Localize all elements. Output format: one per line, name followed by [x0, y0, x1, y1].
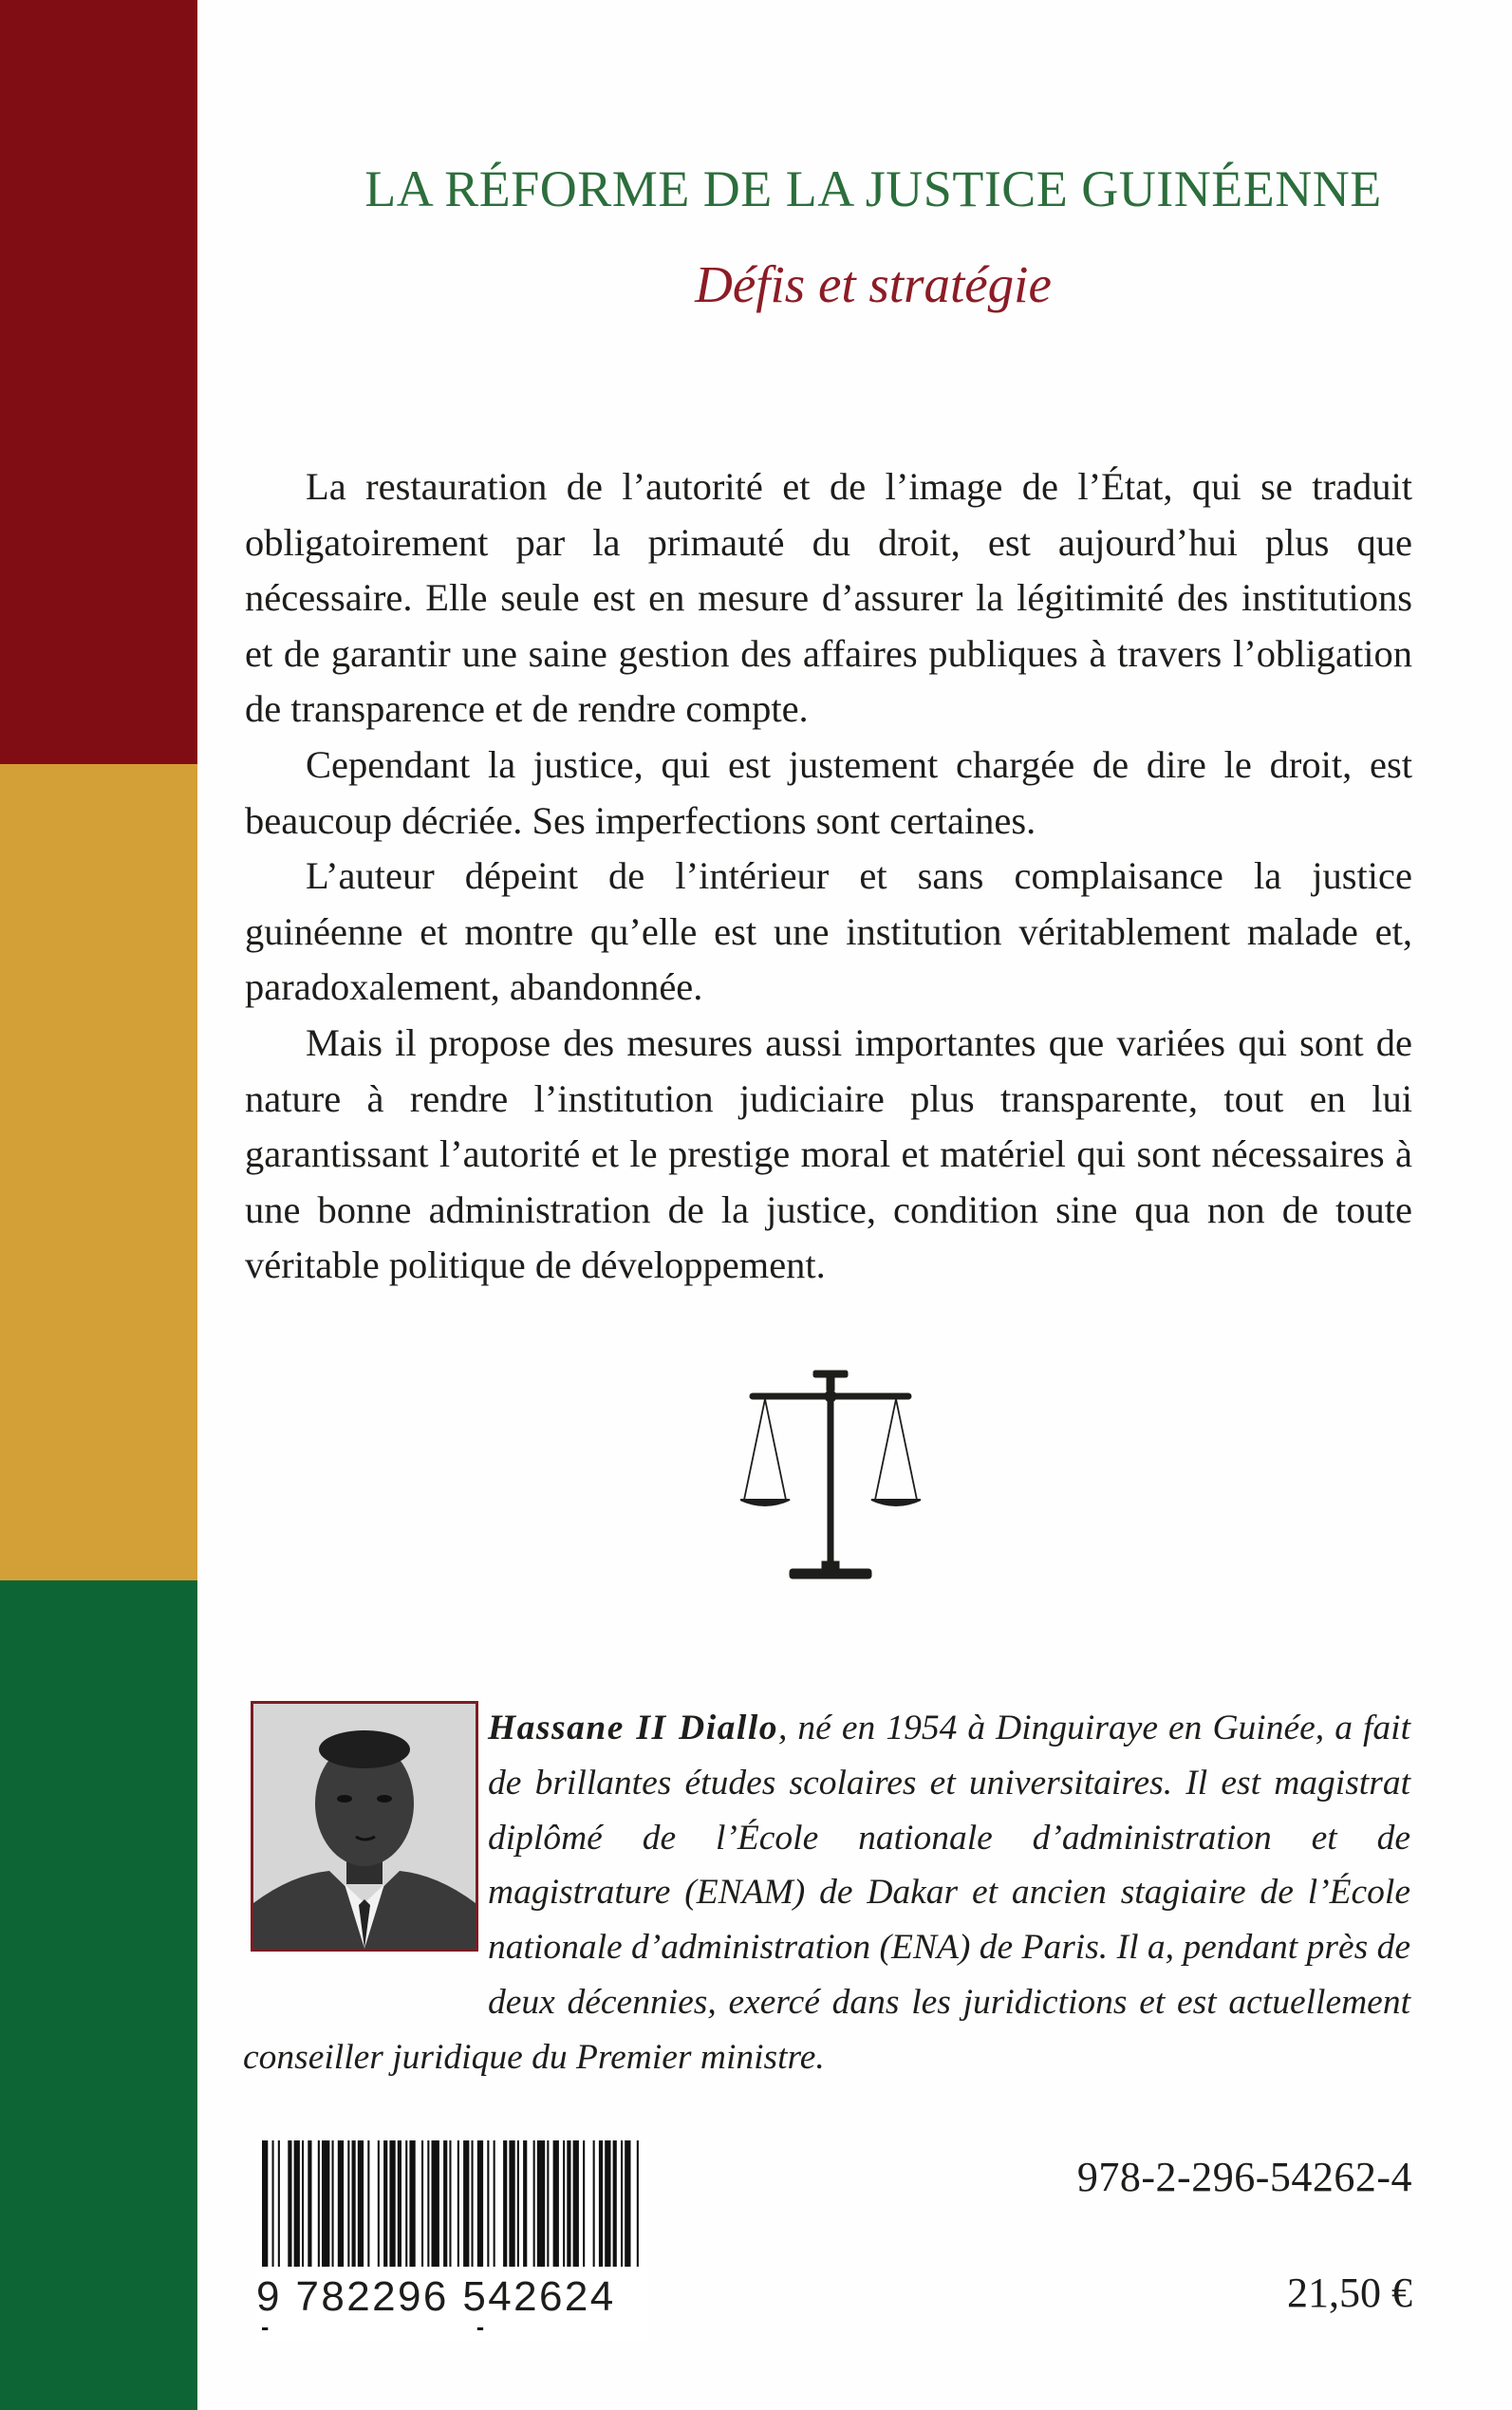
- back-cover-blurb: [245, 459, 1412, 1294]
- barcode-bar: [421, 2140, 423, 2273]
- barcode-bar: [449, 2140, 451, 2273]
- barcode-bar: [409, 2140, 415, 2273]
- barcode-bar: [288, 2140, 291, 2273]
- barcode-bar: [347, 2140, 349, 2273]
- barcode-bar: [613, 2140, 617, 2273]
- flag-band-green: [0, 1580, 197, 2410]
- barcode-bar: [318, 2140, 320, 2273]
- barcode-bar: [367, 2140, 369, 2273]
- barcode-bar: [563, 2140, 565, 2273]
- barcode-bar: [405, 2140, 407, 2273]
- blurb-paragraph: Mais il propose des mesures aussi importantes que variées qui sont de nature à rendre l’institution judiciaire plus transparente, tout en lui garantissant l’autorité et le prestige moral et matériel qui sont nécessaires à une bonne administration de la justice, condition sine qua non de toute véritable politique de développement.: [245, 1020, 1412, 1287]
- barcode-bar: [308, 2140, 311, 2273]
- barcode-bar: [383, 2140, 387, 2273]
- barcode-bar: [278, 2140, 280, 2273]
- barcode-bar: [332, 2140, 334, 2273]
- barcode-bar: [517, 2140, 519, 2273]
- barcode-bar: [352, 2140, 356, 2273]
- barcode-bar: [547, 2140, 549, 2273]
- barcode-bar: [322, 2140, 329, 2273]
- photo-spacer: [243, 1701, 488, 1976]
- barcode-bar: [625, 2140, 630, 2273]
- barcode-bar: [523, 2140, 527, 2273]
- barcode-bar: [621, 2140, 623, 2273]
- barcode-bar: [472, 2140, 474, 2273]
- barcode-bar: [599, 2140, 603, 2273]
- barcode-bar: [463, 2140, 469, 2273]
- barcode-bar: [533, 2140, 535, 2273]
- blurb-paragraph: Cependant la justice, qui est justement chargée de dire le droit, est beaucoup décriée. Ses imperfections sont certaines.: [245, 742, 1412, 842]
- barcode-bar: [432, 2140, 439, 2273]
- barcode-bar: [637, 2140, 639, 2273]
- barcode-bar: [338, 2140, 344, 2273]
- barcode-bar: [553, 2140, 559, 2273]
- barcode-bar: [457, 2140, 459, 2273]
- barcode-bar: [294, 2140, 300, 2273]
- price: 21,50 €: [1287, 2270, 1412, 2316]
- blurb-paragraph: L’auteur dépeint de l’intérieur et sans complaisance la justice guinéenne et montre qu’elle est une institution véritablement malade et, paradoxalement, abandonnée.: [245, 854, 1412, 1009]
- author-name: Hassane II Diallo: [488, 1709, 778, 1747]
- blurb-paragraph: La restauration de l’autorité et de l’image de l’État, qui se traduit obligatoirement par la primauté du droit, est aujourd’hui plus que nécessaire. Elle seule est en mesure d’assurer la légitimité des institutions et de garantir une saine gestion des affaires publiques à travers l’obligation de transparence et de rendre compte.: [245, 465, 1412, 731]
- barcode-bar: [487, 2140, 489, 2273]
- barcode-bar: [509, 2140, 514, 2273]
- barcode-bar: [583, 2140, 585, 2273]
- barcode-bar: [427, 2140, 429, 2273]
- barcode-bar: [302, 2140, 304, 2273]
- barcode-bar: [378, 2140, 380, 2273]
- barcode-bar: [358, 2140, 364, 2273]
- barcode-bar: [573, 2140, 579, 2273]
- barcode-bar: [593, 2140, 595, 2273]
- barcode-bar: [503, 2140, 507, 2273]
- flag-band-gold: [0, 764, 197, 1580]
- author-bio: [243, 1701, 1410, 2085]
- barcode-digits: 9 782296 542624: [256, 2267, 647, 2327]
- barcode-bar: [494, 2140, 495, 2273]
- barcode-bar: [605, 2140, 610, 2273]
- barcode-bar: [398, 2140, 401, 2273]
- barcode-bar: [567, 2140, 570, 2273]
- scales-of-justice-icon: [740, 1367, 921, 1604]
- flag-band-red: [0, 0, 197, 764]
- barcode-bar: [389, 2140, 395, 2273]
- author-bio-text: , né en 1954 à Dinguiraye en Guinée, a fait de brillantes études scolaires et universitaires. Il est magistrat diplômé de l’École nationale d’administration et de magistrature (ENAM) de Dakar et ancien stagiaire de l’École nationale d’administration (ENA) de Paris. Il a, pendant près de deux décennies, exercé dans les juridictions et est actuellement conseiller juridique du Premier ministre.: [243, 1709, 1411, 2077]
- barcode-bar: [272, 2140, 274, 2273]
- barcode-bar: [443, 2140, 447, 2273]
- barcode-bar: [537, 2140, 545, 2273]
- isbn-number: 978-2-296-54262-4: [1076, 2154, 1412, 2200]
- book-title: LA RÉFORME DE LA JUSTICE GUINÉENNE: [364, 160, 1382, 217]
- book-subtitle: Défis et stratégie: [695, 255, 1052, 313]
